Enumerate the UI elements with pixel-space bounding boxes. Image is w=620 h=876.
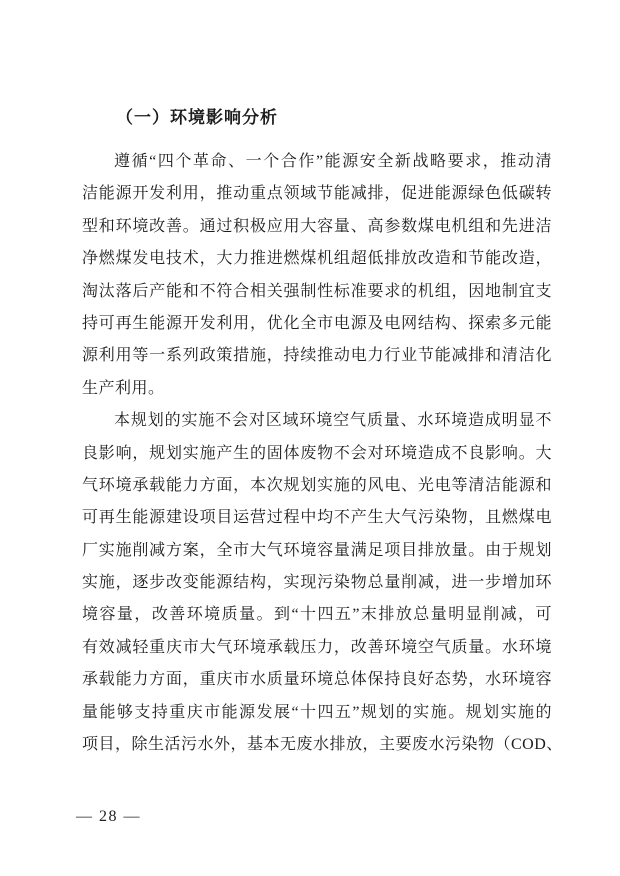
text-line: 可再生能源建设项目运营过程中均不产生大气污染物，且燃煤电 (82, 509, 552, 527)
text-line: 遵循“四个革命、一个合作”能源安全新战略要求，推动清 (114, 153, 552, 170)
paragraph (82, 146, 552, 405)
text-line: 淘汰落后产能和不符合相关强制性标准要求的机组，因地制宜支 (82, 282, 552, 300)
text-line: 洁能源开发利用，推动重点领域节能减排，促进能源绿色低碳转 (82, 185, 552, 203)
text-line: 承载能力方面，重庆市水质量环境总体保持良好态势，水环境容 (82, 671, 552, 689)
text-line: 型和环境改善。通过积极应用大容量、高参数煤电机组和先进洁 (82, 217, 552, 235)
page-number: — 28 — (76, 808, 141, 825)
text-line: 量能够支持重庆市能源发展“十四五”规划的实施。规划实施的 (82, 703, 552, 721)
text-line: 良影响，规划实施产生的固体废物不会对环境造成不良影响。大 (82, 444, 552, 462)
document-body (82, 146, 563, 761)
text-line: 源利用等一系列政策措施，持续推动电力行业节能减排和清洁化 (82, 347, 552, 365)
text-line: 实施，逐步改变能源结构，实现污染物总量削减，进一步增加环 (82, 574, 552, 592)
text-line: 生产利用。 (82, 379, 165, 397)
text-line: 气环境承载能力方面，本次规划实施的风电、光电等清洁能源和 (82, 476, 552, 494)
text-line: 有效减轻重庆市大气环境承载压力，改善环境空气质量。水环境 (82, 638, 552, 656)
text-line: 本规划的实施不会对区域环境空气质量、水环境造成明显不 (114, 412, 552, 430)
paragraph (82, 405, 563, 761)
text-line: 项目，除生活污水外，基本无废水排放，主要废水污染物（COD、 (82, 736, 563, 754)
text-line: 境容量，改善环境质量。到“十四五”末排放总量明显削减，可 (82, 606, 552, 624)
section-heading: （一）环境影响分析 (116, 108, 278, 127)
text-line: 净燃煤发电技术，大力推进燃煤机组超低排放改造和节能改造， (82, 250, 552, 268)
text-line: 持可再生能源开发利用，优化全市电源及电网结构、探索多元能 (82, 314, 552, 332)
text-line: 厂实施削减方案，全市大气环境容量满足项目排放量。由于规划 (82, 541, 552, 559)
